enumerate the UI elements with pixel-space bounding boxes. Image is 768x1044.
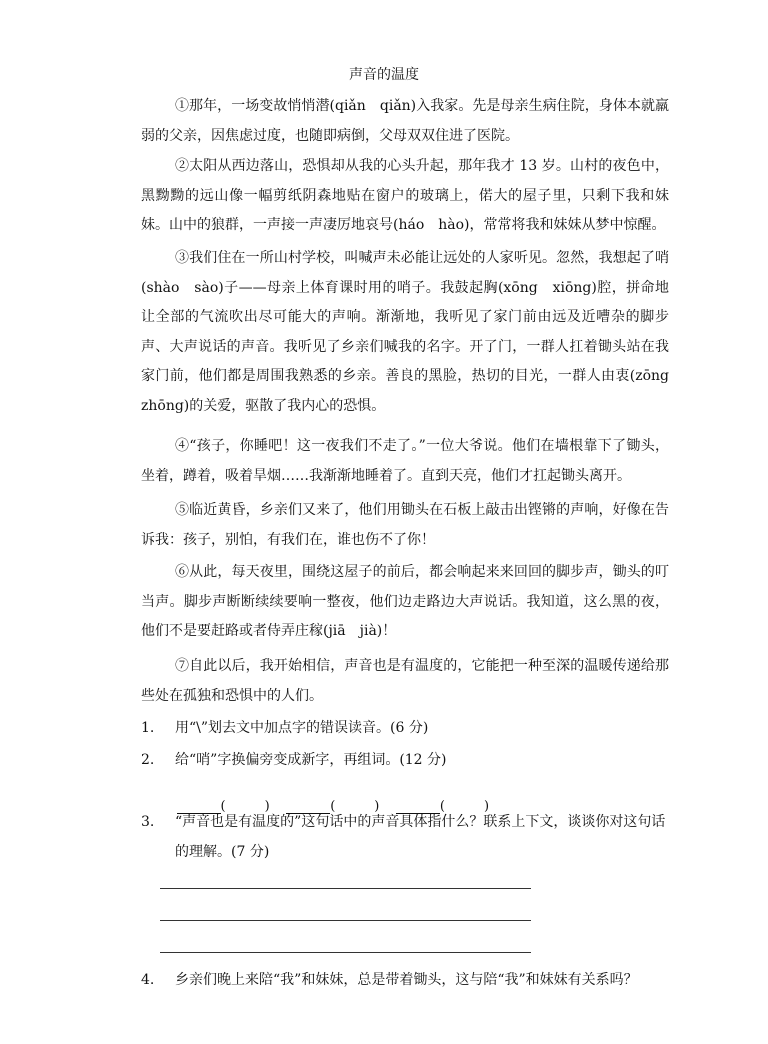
answer-line[interactable]	[160, 920, 531, 921]
question-2	[141, 746, 671, 776]
question-number: 2.	[141, 752, 155, 768]
answer-line[interactable]	[160, 888, 531, 889]
paragraph-2: ②太阳从西边落山，恐惧却从我的心头升起，那年我才 13 岁。山村的夜色中，黑黝黝的远山像一幅剪纸阴森地贴在窗户的玻璃上，偌大的屋子里，只剩下我和妹妹。山中的狼群，一声接一声凄厉地哀号(háo hào)，常常将我和妹妹从梦中惊醒。	[141, 158, 669, 233]
question-text: 用“\”划去文中加点字的错误读音。(6 分)	[175, 720, 429, 736]
paragraph-6: ⑥从此，每天夜里，围绕这屋子的前后，都会响起来来回回的脚步声，锄头的叮当声。脚步声断断续续要响一整夜，他们边走路边大声说话。我知道，这么黑的夜，他们不是要赶路或者侍弄庄稼(jiā jià)！	[141, 564, 669, 639]
blank-paren: ( )	[439, 799, 490, 814]
question-number: 1.	[141, 720, 155, 736]
paragraph-3: ③我们住在一所山村学校，叫喊声未必能让远处的人家听见。忽然，我想起了哨(shào sào)子——母亲上体育课时用的哨子。我鼓起胸(xōng xiōng)腔，拼命地让全部的气流吹出尽可能大的声响。渐渐地，我听见了家门前由远及近嘈杂的脚步声、大声说话的声音。我听见了乡亲们喊我的名字。开了门，一群人扛着锄头站在我家门前，他们都是周围我熟悉的乡亲。善良的黑脸，热切的目光，一群人由衷(zōng zhōng)的关爱，驱散了我内心的恐惧。	[141, 250, 683, 414]
answer-line[interactable]	[160, 952, 531, 953]
question-number: 3.	[141, 814, 155, 830]
question-1	[141, 714, 671, 744]
question-3	[141, 808, 671, 867]
blank-paren: ( )	[330, 799, 380, 814]
paragraph-4: ④“孩子，你睡吧！这一夜我们不走了。”一位大爷说。他们在墙根靠下了锄头，坐着，蹲着，吸着旱烟……我渐渐地睡着了。直到天亮，他们才扛起锄头离开。	[141, 438, 669, 484]
paragraph-7: ⑦自此以后，我开始相信，声音也是有温度的，它能把一种至深的温暖传递给那些处在孤独和恐惧中的人们。	[141, 658, 669, 704]
question-4	[141, 966, 671, 996]
blank-paren: ( )	[220, 799, 270, 814]
page-title: 声音的温度	[349, 67, 419, 83]
paragraph-1: ①那年，一场变故悄悄潜(qiǎn qiǎn)入我家。先是母亲生病住院，身体本就羸弱的父亲，因焦虑过度，也随即病倒，父母双双住进了医院。	[141, 98, 669, 144]
question-text: 给“哨”字换偏旁变成新字，再组词。(12 分)	[175, 752, 447, 768]
question-text: 乡亲们晚上来陪“我”和妹妹，总是带着锄头，这与陪“我”和妹妹有关系吗？	[175, 972, 638, 988]
question-number: 4.	[141, 972, 155, 988]
paragraph-5: ⑤临近黄昏，乡亲们又来了，他们用锄头在石板上敲击出铿锵的声响，好像在告诉我：孩子，别怕，有我们在，谁也伤不了你！	[141, 502, 669, 548]
question-text: “声音也是有温度的”这句话中的声音具体指什么？联系上下文，谈谈你对这句话的理解。(7 分)	[175, 814, 666, 860]
